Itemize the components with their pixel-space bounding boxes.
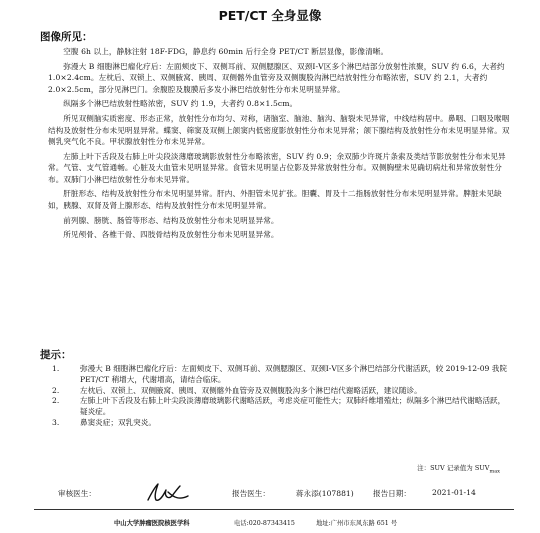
reporter-name: 蒋永添(107881) bbox=[296, 489, 354, 498]
date-label: 报告日期： bbox=[373, 489, 411, 498]
hint-text: 鼻窦炎症；双乳突炎。 bbox=[80, 417, 156, 427]
hint-list bbox=[52, 364, 510, 429]
footer-divider bbox=[34, 509, 514, 510]
hint-number: 2. bbox=[52, 396, 60, 406]
findings-paragraph: 所见双侧脑实质密度、形态正常，放射性分布均匀、对称，诸脑室、脑池、脑沟、脑裂未见异常，中线结构居中。鼻咽、口咽及喉咽结构及放射性分布未见明显异常。蝶窦、筛窦及双侧上颌窦内低密度影放射性分布未见异常；颌下腺结构及放射性分布未见明显异常。双侧乳突气化不良。甲状腺放射性分布未见异常。 bbox=[48, 114, 510, 147]
hint-item bbox=[52, 418, 510, 429]
report-title: PET/CT 全身显像 bbox=[218, 8, 322, 23]
suv-footnote bbox=[417, 463, 500, 474]
footer-department: 中山大学肿瘤医院核医学科 bbox=[114, 520, 190, 527]
findings-paragraph: 肝脏形态、结构及放射性分布未见明显异常。肝内、外胆管未见扩张。胆囊、胃及十二指肠放射性分布未见明显异常。脾脏未见缺如，胰腺、双肾及肾上腺形态、结构及放射性分布未见明显异常。 bbox=[48, 189, 502, 210]
hint-heading: 提示： bbox=[40, 349, 72, 361]
findings-paragraph: 弥漫大 B 细胞淋巴瘤化疗后：左面颊皮下、双侧耳前、双侧腮腺区、双颈Ⅰ-Ⅴ区多个淋巴结部分放射性浓聚，SUV 约 6.6，大者约 1.0×2.4cm。左枕后、双锁上、双侧腋窝、胰周、双侧髂外血管旁及双侧腹股沟淋巴结放射性分布略浓密，SUV 约 2.1，大者约 2.0×2.5cm，部分见淋巴门。余腹腔及腹膜后多发小淋巴结放射性分布未见明显异常。 bbox=[48, 61, 505, 94]
report-footer bbox=[0, 518, 540, 530]
findings-paragraph: 空腹 6h 以上，静脉注射 18F-FDG，静息约 60min 后行全身 PET/CT 断层显像，影像清晰。 bbox=[63, 47, 389, 56]
reviewer-signature bbox=[142, 478, 192, 506]
signature-row bbox=[0, 488, 540, 504]
hint-number: 1. bbox=[52, 364, 60, 373]
hint-item bbox=[52, 396, 510, 418]
hint-text: 弥漫大 B 细胞淋巴瘤化疗后：左面颊皮下、双侧耳前、双侧腮腺区、双颈Ⅰ-Ⅴ区多个淋巴结部分代谢活跃，较 2019-12-09 我院 PET/CT 稍增大，代谢增高，请结合临床。 bbox=[80, 364, 507, 384]
findings-paragraph: 所见颅骨、各椎干骨、四肢骨结构及放射性分布未见明显异常。 bbox=[63, 230, 279, 240]
findings-paragraph: 前列腺、膀胱、肠管等形态、结构及放射性分布未见明显异常。 bbox=[63, 215, 279, 225]
reporter-label: 报告医生： bbox=[232, 489, 270, 498]
hint-number: 3. bbox=[52, 417, 60, 427]
hint-item bbox=[52, 386, 510, 397]
reviewer-label: 审核医生： bbox=[58, 489, 96, 498]
findings-paragraph: 纵隔多个淋巴结放射性略浓密，SUV 约 1.9，大者约 0.8×1.5cm。 bbox=[63, 99, 298, 109]
report-date: 2021-01-14 bbox=[432, 488, 476, 497]
findings-body bbox=[48, 46, 510, 244]
findings-heading: 图像所见： bbox=[40, 31, 93, 43]
footer-phone: 电话:020-87343415 bbox=[234, 520, 295, 527]
footnote-text: 注：SUV 记录值为 SUV bbox=[417, 464, 490, 472]
hint-number: 2. bbox=[52, 385, 60, 395]
hint-text: 左肺上叶下舌段及右肺上叶尖段淡薄磨玻璃影代谢略活跃，考虑炎症可能性大；双肺纤维增殖灶；纵隔多个淋巴结代谢略活跃，疑炎症。 bbox=[80, 396, 506, 417]
hint-text: 左枕后、双锁上、双侧腋窝、胰周、双侧髂外血管旁及双侧腹股沟多个淋巴结代谢略活跃，建议随诊。 bbox=[80, 385, 422, 395]
footer-address: 地址:广州市东风东路 651 号 bbox=[316, 520, 398, 527]
footnote-subscript: max bbox=[489, 468, 500, 475]
hint-item bbox=[52, 364, 510, 386]
findings-paragraph: 左肺上叶下舌段及右肺上叶尖段淡薄磨玻璃影放射性分布略浓密，SUV 约 0.9；余双肺少许斑片条索及类结节影放射性分布未见异常。气管、支气管通畅。心脏及大血管未见明显异常。食管未见明显占位影及异常放射性分布。双侧胸壁未见确切病灶和异常放射性分布。双肺门小淋巴结放射性分布未见异常。 bbox=[48, 151, 506, 184]
